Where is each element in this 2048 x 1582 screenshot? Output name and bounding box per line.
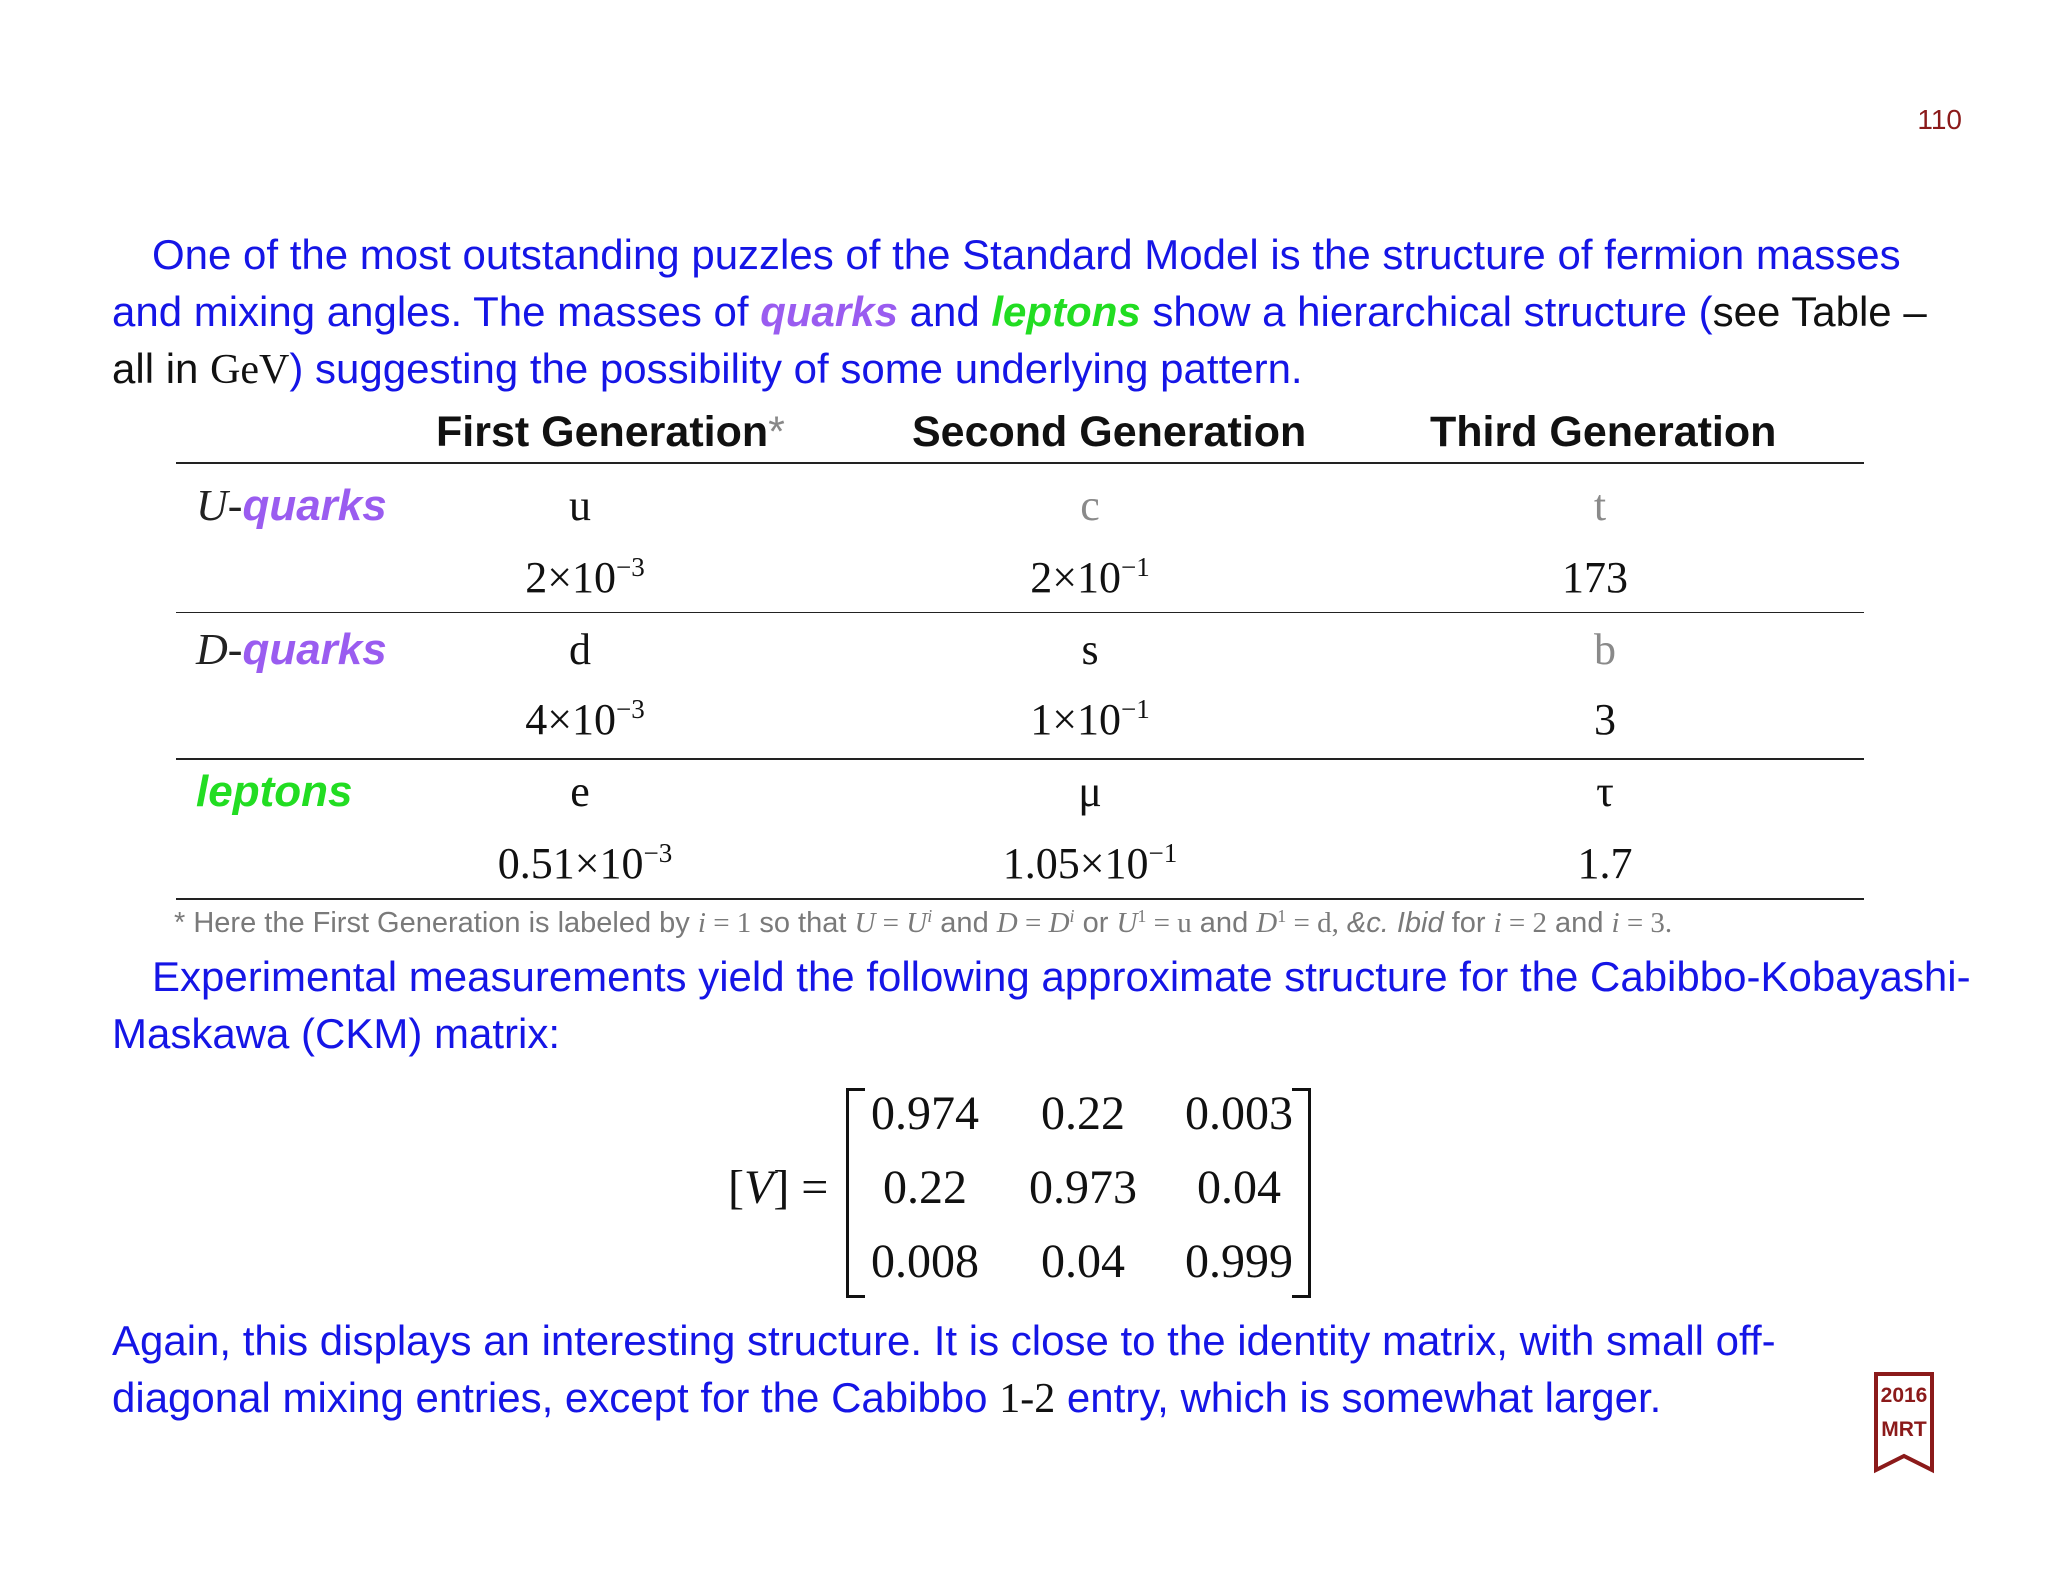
row-dash: - (227, 625, 243, 674)
mass-mantissa: 2×10 (525, 553, 617, 602)
badge-initials: MRT (1881, 1418, 1927, 1441)
header-third-generation: Third Generation (1430, 408, 1777, 456)
mass-t (1395, 552, 1795, 603)
fn-one: 1 (1137, 906, 1147, 926)
matrix-cell: 0.974 (871, 1087, 979, 1140)
mass-mantissa: 173 (1562, 553, 1628, 602)
fn-U: U (854, 907, 876, 939)
table-footnote (174, 907, 1672, 940)
header-second-generation: Second Generation (912, 408, 1307, 456)
matrix-cell: 0.003 (1185, 1087, 1293, 1140)
intro-paragraph (112, 226, 1972, 399)
mass-exponent: −3 (616, 694, 645, 724)
matrix-cell: 0.008 (871, 1235, 979, 1288)
table-rule-2 (176, 758, 1864, 760)
conclusion-text-1: Again, this displays an interesting structure. It is close to the identity matrix, with small off-diagonal mixing entries, except for the Cabibbo (112, 1317, 1776, 1421)
particle-u: u (569, 481, 591, 530)
mass-d (385, 694, 785, 745)
row-letter: D (196, 625, 228, 674)
fn-one: 1 (1277, 906, 1287, 926)
header-first-generation (436, 408, 785, 457)
fn-D: D (996, 907, 1018, 939)
fn-text: , (1331, 907, 1339, 939)
leptons-term: leptons (991, 288, 1141, 335)
row-dash: - (227, 481, 243, 530)
mass-exponent: −3 (616, 552, 645, 582)
matrix-bracket-open: [ (728, 1161, 744, 1214)
fn-eq: = (1286, 907, 1318, 939)
fn-eq: = (875, 907, 907, 939)
mrt-bookmark-logo (1874, 1372, 1934, 1474)
matrix-cell: 0.973 (1029, 1161, 1137, 1214)
mass-e (385, 838, 785, 889)
matrix-cell: 0.04 (1041, 1235, 1125, 1288)
mass-mantissa: 4×10 (525, 695, 617, 744)
fn-D: D (1048, 907, 1070, 939)
mass-tau (1405, 838, 1805, 889)
mass-mantissa: 1.05×10 (1002, 839, 1149, 888)
badge-year: 2016 (1880, 1384, 1928, 1407)
row-label-leptons (196, 766, 352, 817)
fn-i: i (927, 906, 933, 926)
matrix-cell: 0.22 (1041, 1087, 1125, 1140)
particle-mu: μ (1078, 767, 1102, 816)
mass-mantissa: 1.7 (1577, 839, 1633, 888)
fn-andc: &c. (1338, 907, 1389, 939)
table-rule-top (176, 462, 1864, 464)
mass-s (890, 694, 1290, 745)
fn-eq: = 1 (705, 907, 752, 939)
page-number: 110 (1917, 104, 1962, 135)
experimental-paragraph: Experimental measurements yield the following approximate structure for the Cabibbo-Kobayashi-Maskawa (CKM) matrix: (112, 953, 1971, 1057)
particle-tau: τ (1596, 767, 1614, 816)
fn-d: d (1317, 907, 1332, 939)
particle-c: c (1080, 481, 1100, 530)
cabibbo-entry: 1-2 (999, 1376, 1056, 1422)
fn-D: D (1256, 907, 1278, 939)
mass-exponent: −1 (1148, 838, 1178, 868)
intro-text-3: show a hierarchical structure ( (1140, 288, 1713, 335)
particle-e: e (570, 767, 590, 816)
row-label-d-quarks (196, 624, 387, 675)
row-label-text: quarks (242, 481, 387, 530)
fn-eq: = (1146, 907, 1178, 939)
fn-u: u (1177, 907, 1192, 939)
fn-eq: = 3 (1619, 907, 1665, 939)
fn-U: U (906, 907, 928, 939)
fn-eq: = (1017, 907, 1049, 939)
mass-mantissa: 3 (1594, 695, 1616, 744)
table-reference: see Table – all in (112, 288, 1927, 392)
fn-U: U (1116, 907, 1138, 939)
fn-i: i (1611, 907, 1620, 939)
mass-exponent: −3 (643, 838, 673, 868)
table-rule-1 (176, 612, 1864, 613)
intro-text-1: One of the most outstanding puzzles of the Standard Model is the structure of fermion masses and mixing angles. The masses of (112, 231, 1901, 335)
fn-text: so that (751, 907, 855, 939)
quarks-term: quarks (760, 288, 898, 335)
mass-u (385, 552, 785, 603)
header-first-label: First Generation (436, 408, 769, 456)
mass-mantissa: 2×10 (1030, 553, 1122, 602)
particle-s: s (1081, 625, 1099, 674)
matrix-cell: 0.999 (1185, 1235, 1293, 1288)
particle-b: b (1594, 625, 1616, 674)
matrix-cell: 0.22 (883, 1161, 967, 1214)
mass-b (1405, 694, 1805, 745)
fn-i: i (697, 907, 706, 939)
conclusion-paragraph (112, 1312, 1792, 1428)
matrix-equals: ] = (773, 1161, 829, 1214)
fn-text: * Here the First Generation is labeled by (174, 907, 698, 939)
fn-ibid: Ibid (1388, 907, 1444, 939)
mass-exponent: −1 (1121, 552, 1150, 582)
intro-text-2: and (897, 288, 992, 335)
footnote-marker: * (768, 408, 785, 456)
matrix-cell: 0.04 (1197, 1161, 1281, 1214)
fn-i: i (1493, 907, 1502, 939)
mass-mu (890, 838, 1290, 889)
fn-eq: = 2 (1501, 907, 1547, 939)
fn-text: and (1191, 907, 1257, 939)
mass-mantissa: 0.51×10 (497, 839, 644, 888)
row-label-text: leptons (196, 767, 353, 816)
conclusion-text-2: entry, which is somewhat larger. (1055, 1374, 1662, 1421)
fn-text: . (1664, 907, 1673, 939)
intro-text-4: ) suggesting the possibility of some underlying pattern. (289, 345, 1303, 392)
fn-text: and (1547, 907, 1612, 939)
mass-c (890, 552, 1290, 603)
row-label-u-quarks (196, 480, 387, 531)
row-letter: U (196, 481, 228, 530)
row-label-text: quarks (242, 625, 387, 674)
matrix-label (728, 1160, 828, 1215)
matrix-variable: V (743, 1161, 774, 1214)
mass-exponent: −1 (1121, 694, 1150, 724)
fn-text: or (1074, 907, 1117, 939)
fn-text: and (932, 907, 997, 939)
particle-t: t (1593, 481, 1607, 530)
table-rule-bottom (176, 898, 1864, 900)
fn-text: for (1443, 907, 1494, 939)
mass-mantissa: 1×10 (1030, 695, 1122, 744)
particle-d: d (569, 625, 591, 674)
gev-unit: GeV (210, 347, 290, 393)
fn-i: i (1069, 906, 1075, 926)
